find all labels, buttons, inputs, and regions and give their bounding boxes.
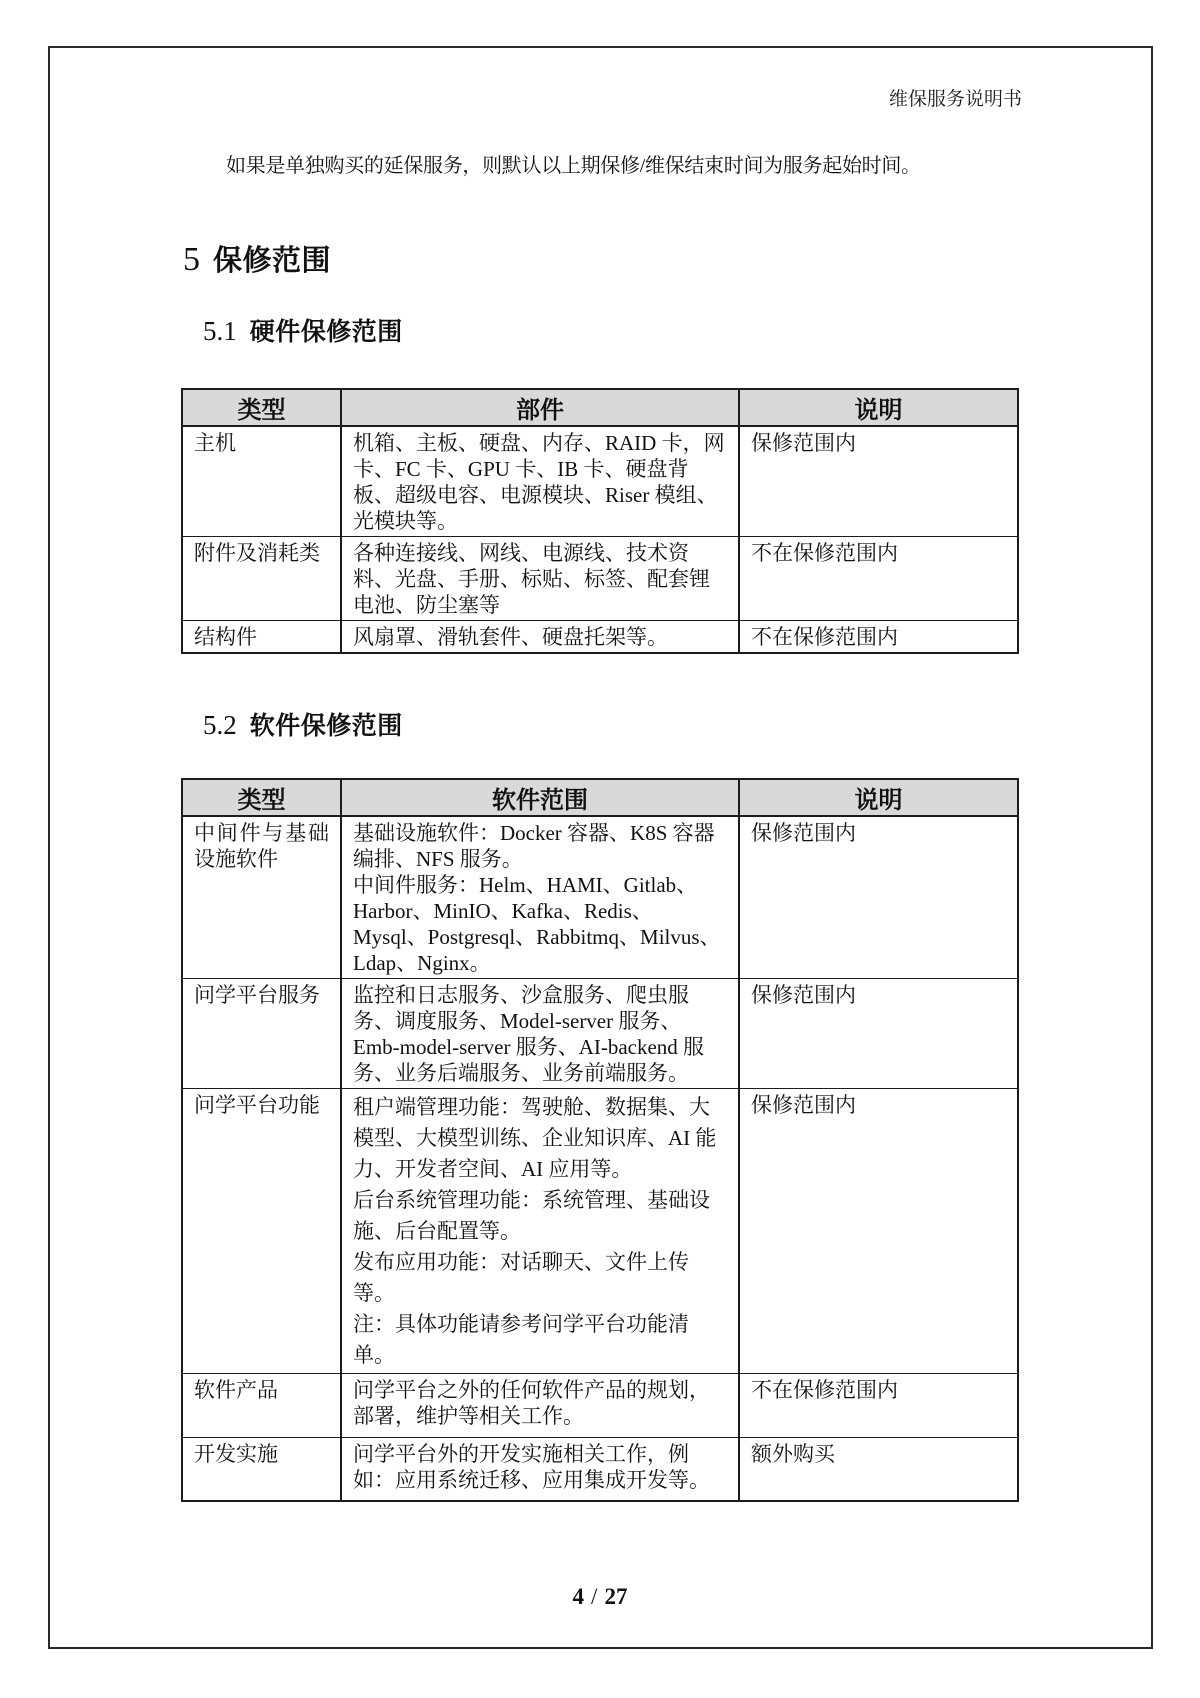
column-header-note: 说明 bbox=[739, 779, 1018, 816]
scope-paragraph: 中间件服务：Helm、HAMI、Gitlab、Harbor、MinIO、Kafka、Redis、Mysql、Postgresql、Rabbitmq、Milvus、Ldap、Nginx。 bbox=[353, 873, 721, 975]
table-row bbox=[182, 1438, 1018, 1501]
cell-type: 主机 bbox=[182, 426, 341, 537]
cell-note: 保修范围内 bbox=[739, 426, 1018, 537]
hardware-warranty-table bbox=[181, 388, 1019, 654]
column-header-type: 类型 bbox=[182, 389, 341, 426]
cell-type: 中间件与基础设施软件 bbox=[182, 816, 341, 979]
page-footer bbox=[0, 1584, 1200, 1610]
cell-type: 附件及消耗类 bbox=[182, 537, 341, 621]
scope-paragraph: 发布应用功能：对话聊天、文件上传等。 bbox=[353, 1250, 689, 1305]
software-warranty-table bbox=[181, 778, 1019, 1502]
column-header-parts: 部件 bbox=[341, 389, 739, 426]
scope-paragraph: 租户端管理功能：驾驶舱、数据集、大模型、大模型训练、企业知识库、AI 能力、开发者空间、AI 应用等。 bbox=[353, 1095, 717, 1181]
table-row bbox=[182, 426, 1018, 537]
page-separator: / bbox=[591, 1584, 598, 1609]
cell-scope bbox=[341, 1089, 739, 1374]
cell-note: 保修范围内 bbox=[739, 979, 1018, 1089]
scope-paragraph: 后台系统管理功能：系统管理、基础设施、后台配置等。 bbox=[353, 1188, 710, 1243]
cell-parts: 风扇罩、滑轨套件、硬盘托架等。 bbox=[341, 621, 739, 654]
subsection-software-heading bbox=[203, 706, 403, 742]
document-header: 维保服务说明书 bbox=[888, 89, 1022, 110]
cell-note: 保修范围内 bbox=[739, 816, 1018, 979]
column-header-type: 类型 bbox=[182, 779, 341, 816]
cell-type: 问学平台功能 bbox=[182, 1089, 341, 1374]
cell-scope bbox=[341, 816, 739, 979]
cell-scope bbox=[341, 1438, 739, 1501]
subsection-software-number: 5.2 bbox=[203, 710, 237, 740]
scope-paragraph: 基础设施软件：Docker 容器、K8S 容器编排、NFS 服务。 bbox=[353, 821, 715, 871]
table-row bbox=[182, 537, 1018, 621]
cell-note: 不在保修范围内 bbox=[739, 621, 1018, 654]
table-row bbox=[182, 1089, 1018, 1374]
cell-type: 软件产品 bbox=[182, 1374, 341, 1438]
table-row bbox=[182, 816, 1018, 979]
column-header-scope: 软件范围 bbox=[341, 779, 739, 816]
cell-type: 结构件 bbox=[182, 621, 341, 654]
section-heading bbox=[183, 238, 331, 279]
subsection-hardware-heading bbox=[203, 312, 403, 348]
subsection-hardware-title: 硬件保修范围 bbox=[249, 318, 403, 346]
table-header-row bbox=[182, 779, 1018, 816]
cell-type: 开发实施 bbox=[182, 1438, 341, 1501]
subsection-software-title: 软件保修范围 bbox=[249, 712, 403, 740]
cell-note: 保修范围内 bbox=[739, 1089, 1018, 1374]
scope-paragraph: 注：具体功能请参考问学平台功能清单。 bbox=[353, 1312, 689, 1367]
scope-paragraph: 问学平台外的开发实施相关工作，例如：应用系统迁移、应用集成开发等。 bbox=[353, 1442, 710, 1492]
table-row bbox=[182, 1374, 1018, 1438]
subsection-hardware-number: 5.1 bbox=[203, 316, 237, 346]
scope-paragraph: 问学平台之外的任何软件产品的规划，部署，维护等相关工作。 bbox=[353, 1378, 710, 1428]
cell-type: 问学平台服务 bbox=[182, 979, 341, 1089]
section-title: 保修范围 bbox=[213, 245, 332, 277]
total-pages: 27 bbox=[604, 1584, 628, 1609]
table-row bbox=[182, 979, 1018, 1089]
cell-note: 不在保修范围内 bbox=[739, 537, 1018, 621]
cell-note: 额外购买 bbox=[739, 1438, 1018, 1501]
page-number: 4 bbox=[572, 1584, 585, 1609]
column-header-note: 说明 bbox=[739, 389, 1018, 426]
cell-note: 不在保修范围内 bbox=[739, 1374, 1018, 1438]
cell-parts: 机箱、主板、硬盘、内存、RAID 卡，网卡、FC 卡、GPU 卡、IB 卡、硬盘背板、超级电容、电源模块、Riser 模组、光模块等。 bbox=[341, 426, 739, 537]
scope-paragraph: 监控和日志服务、沙盒服务、爬虫服务、调度服务、Model-server 服务、Emb-model-server 服务、AI-backend 服务、业务后端服务、业务前端服务。 bbox=[353, 983, 705, 1085]
table-row bbox=[182, 621, 1018, 654]
cell-scope bbox=[341, 1374, 739, 1438]
cell-scope bbox=[341, 979, 739, 1089]
table-header-row bbox=[182, 389, 1018, 426]
intro-paragraph: 如果是单独购买的延保服务，则默认以上期保修/维保结束时间为服务起始时间。 bbox=[226, 155, 921, 177]
section-number: 5 bbox=[183, 241, 200, 278]
cell-parts: 各种连接线、网线、电源线、技术资料、光盘、手册、标贴、标签、配套锂电池、防尘塞等 bbox=[341, 537, 739, 621]
